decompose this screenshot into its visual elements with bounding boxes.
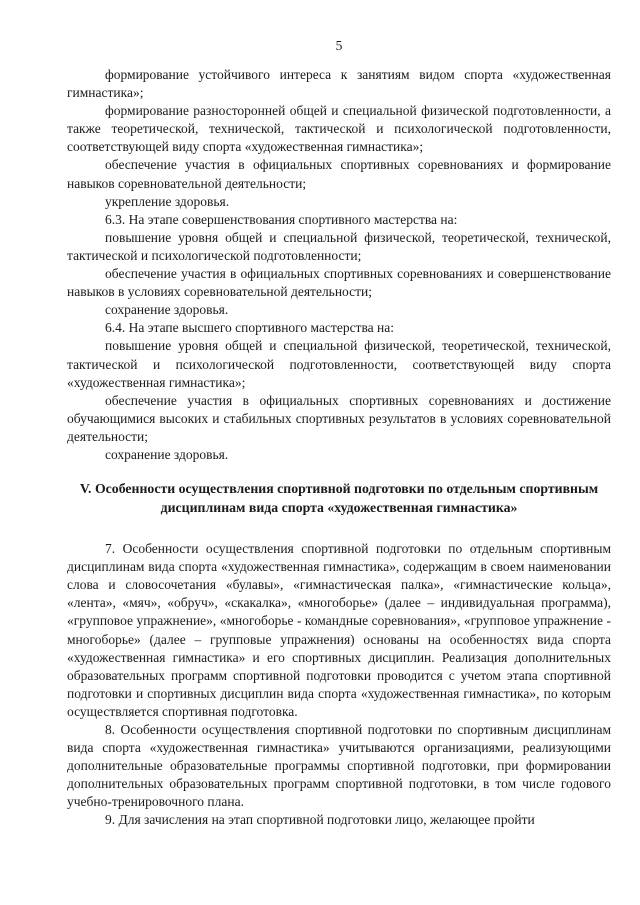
paragraph: формирование устойчивого интереса к занятиям видом спорта «художественная гимнастика»; bbox=[67, 67, 611, 101]
paragraph: сохранение здоровья. bbox=[105, 302, 229, 318]
paragraph: повышение уровня общей и специальной физической, теоретической, технической, тактической и психологической подготовленности, соответствующей виду спорта «художественная гимнастика»; bbox=[67, 338, 611, 390]
page-number: 5 bbox=[335, 38, 343, 53]
paragraph: формирование разносторонней общей и специальной физической подготовленности, а также теоретической, технической, тактической и психологической подготовленности, соответствующей виду спорта «художественная гимнастика»; bbox=[67, 103, 611, 155]
section-heading: V. Особенности осуществления спортивной подготовки по отдельным спортивным дисциплинам вида спорта «художественная гимнастика» bbox=[79, 481, 599, 516]
paragraph: сохранение здоровья. bbox=[105, 446, 229, 462]
paragraph: 6.3. На этапе совершенствования спортивного мастерства на: bbox=[105, 211, 458, 227]
paragraph: повышение уровня общей и специальной физической, теоретической, технической, тактической и психологической подготовленности; bbox=[67, 229, 611, 263]
paragraph: 6.4. На этапе высшего спортивного мастерства на: bbox=[105, 320, 394, 336]
paragraph: обеспечение участия в официальных спортивных соревнованиях и совершенствование навыков в условиях соревновательной деятельности; bbox=[67, 266, 611, 300]
paragraph: 8. Особенности осуществления спортивной подготовки по спортивным дисциплинам вида спорта «художественная гимнастика» учитываются организациями, реализующими дополнительные образовательные программы спортивной подготовки, при формировании дополнительных образовательных программ спортивной подготовки, в том числе годового учебно-тренировочного плана. bbox=[67, 722, 611, 810]
paragraph: обеспечение участия в официальных спортивных соревнованиях и достижение обучающимися высоких и стабильных спортивных результатов в условиях соревновательной деятельности; bbox=[67, 392, 611, 444]
paragraph: 9. Для зачисления на этап спортивной подготовки лицо, желающее пройти bbox=[105, 812, 535, 828]
paragraph: 7. Особенности осуществления спортивной подготовки по отдельным спортивным дисциплинам вида спорта «художественная гимнастика», содержащим в своем наименовании слова и словосочетания «булавы», «гимнастическая палка», «гимнастические кольца», «лента», «мяч», «обруч», «скакалка», «многоборье» (далее – индивидуальная программа), «групповое упражнение», «многоборье - командные соревнования», «групповое упражнение - многоборье» (далее – групповые упражнения) основаны на особенностях вида спорта «художественная гимнастика» и его спортивных дисциплин. Реализация дополнительных образовательных программ спортивной подготовки проводится с учетом этапа спортивной подготовки и спортивных дисциплин вида спорта «художественная гимнастика», по которым осуществляется спортивная подготовка. bbox=[67, 541, 611, 719]
paragraph: обеспечение участия в официальных спортивных соревнованиях и формирование навыков соревновательной деятельности; bbox=[67, 157, 611, 191]
paragraph: укрепление здоровья. bbox=[105, 193, 230, 209]
